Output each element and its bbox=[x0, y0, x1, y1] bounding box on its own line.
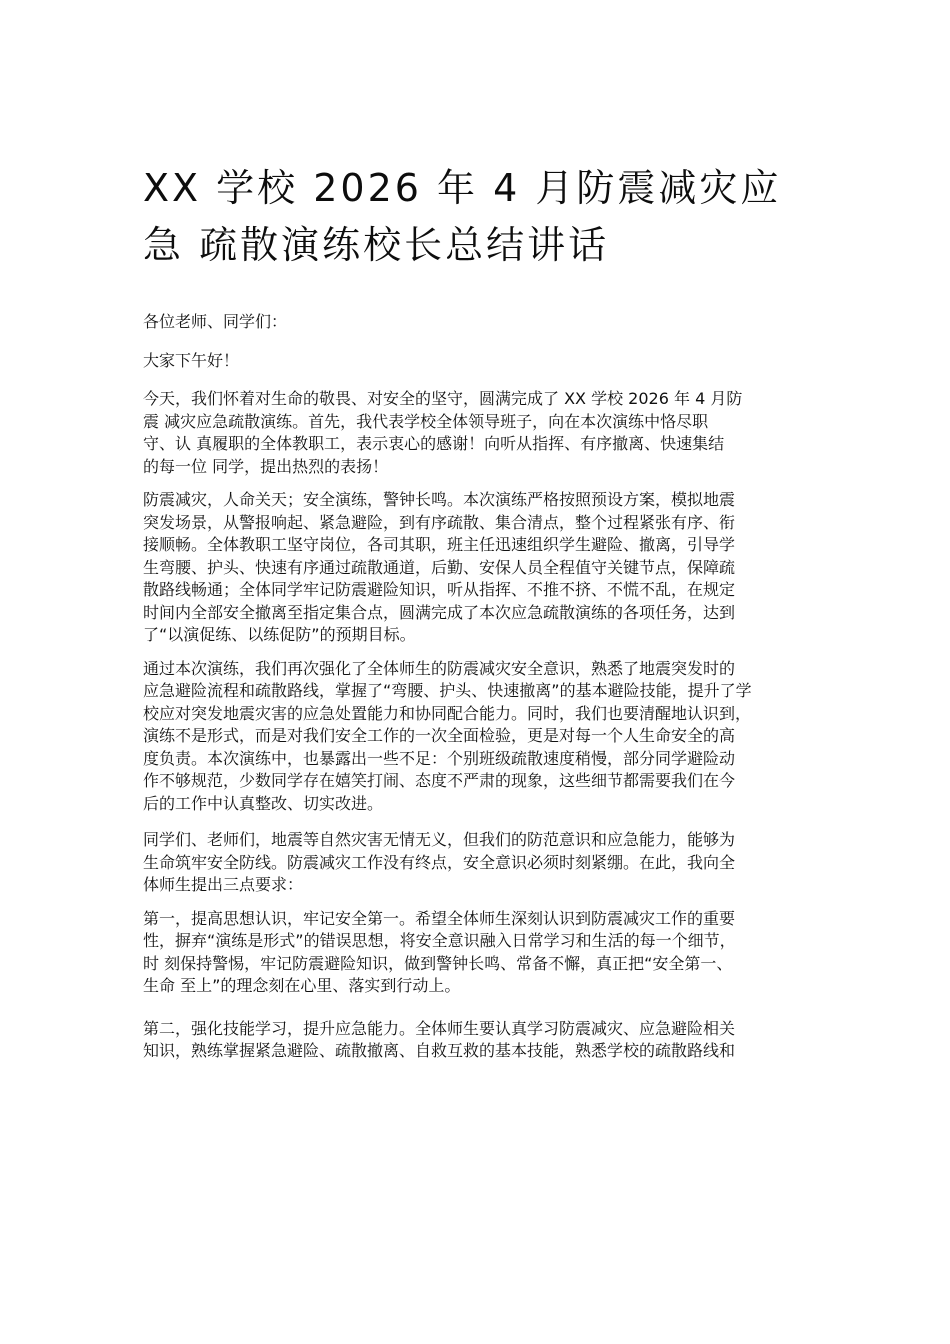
speech-body bbox=[143, 311, 803, 1074]
text-line: 生弯腰、护头、快速有序通过疏散通道，后勤、安保人员全程值守关键节点，保障疏 bbox=[143, 557, 736, 577]
drill-summary-paragraph bbox=[143, 489, 803, 647]
document-title bbox=[143, 160, 823, 274]
text-line: 了“以演促练、以练促防”的预期目标。 bbox=[143, 625, 416, 644]
text-line: 校应对突发地震灾害的应急处置能力和协同配合能力。同时，我们也要清醒地认识到， bbox=[143, 703, 752, 723]
text-line: 散路线畅通；全体同学牢记防震避险知识，听从指挥、不推不挤、不慌不乱，在规定 bbox=[143, 580, 736, 599]
text-line: 度负责。本次演练中，也暴露出一些不足：个别班级疏散速度稍慢，部分同学避险动 bbox=[143, 748, 736, 768]
title-line: XX 学校 2026 年 4 月防震减灾应 bbox=[143, 166, 782, 210]
text-line: 生命筑牢安全防线。防震减灾工作没有终点，安全意识必须时刻紧绷。在此，我向全 bbox=[143, 852, 736, 872]
opening-paragraph bbox=[143, 388, 803, 478]
text-line: 接顺畅。全体教职工坚守岗位，各司其职，班主任迅速组织学生避险、撤离，引导学 bbox=[143, 535, 736, 554]
text-line: 时间内全部安全撤离至指定集合点，圆满完成了本次应急疏散演练的各项任务，达到 bbox=[143, 602, 736, 622]
text-line: 大家下午好！ bbox=[143, 350, 240, 370]
text-line: 防震减灾，人命关天；安全演练，警钟长鸣。本次演练严格按照预设方案，模拟地震 bbox=[143, 490, 736, 509]
text-line: 生命 至上”的理念刻在心里、落实到行动上。 bbox=[143, 976, 461, 995]
salutation-paragraph bbox=[143, 311, 803, 334]
text-line: 演练不是形式，而是对我们安全工作的一次全面检验，更是对每一个人生命安全的高 bbox=[143, 726, 736, 745]
text-line: 各位老师、同学们： bbox=[143, 312, 288, 331]
text-line: 通过本次演练，我们再次强化了全体师生的防震减灾安全意识，熟悉了地震突发时的 bbox=[143, 658, 736, 678]
text-line: 的每一位 同学，提出热烈的表扬！ bbox=[143, 456, 389, 476]
text-line: 守、认 真履职的全体教职工，表示衷心的感谢！向听从指挥、有序撤离、快速集结 bbox=[143, 434, 725, 453]
text-line: 性，摒弃“演练是形式”的错误思想，将安全意识融入日常学习和生活的每一个细节， bbox=[143, 931, 736, 950]
text-line: 第二，强化技能学习，提升应急能力。全体师生要认真学习防震减灾、应急避险相关 bbox=[143, 1018, 736, 1038]
text-line: 体师生提出三点要求： bbox=[143, 875, 304, 894]
text-line: 同学们、老师们，地震等自然灾害无情无义，但我们的防范意识和应急能力，能够为 bbox=[143, 830, 736, 849]
text-line: 震 减灾应急疏散演练。首先，我代表学校全体领导班子，向在本次演练中恪尽职 bbox=[143, 411, 709, 431]
text-line: 突发场景，从警报响起、紧急避险，到有序疏散、集合清点，整个过程紧张有序、衔 bbox=[143, 512, 736, 532]
text-line: 作不够规范，少数同学存在嬉笑打闹、态度不严肃的现象，这些细节都需要我们在今 bbox=[143, 771, 736, 790]
text-line: 后的工作中认真整改、切实改进。 bbox=[143, 793, 384, 813]
text-line: 应急避险流程和疏散路线，掌握了“弯腰、护头、快速撤离”的基本避险技能，提升了学 bbox=[143, 681, 752, 700]
greeting-paragraph bbox=[143, 350, 803, 373]
requirement-two-paragraph bbox=[143, 1018, 803, 1063]
text-line: 今天，我们怀着对生命的敬畏、对安全的坚守，圆满完成了 XX 学校 2026 年 4 月防 bbox=[143, 389, 743, 408]
text-line: 时 刻保持警惕，牢记防震避险知识，做到警钟长鸣、常备不懈，真正把“安全第一、 bbox=[143, 953, 733, 973]
text-line: 第一，提高思想认识，牢记安全第一。希望全体师生深刻认识到防震减灾工作的重要 bbox=[143, 908, 736, 928]
requirements-intro-paragraph bbox=[143, 829, 803, 897]
requirement-one-paragraph bbox=[143, 908, 803, 998]
title-line: 急 疏散演练校长总结讲话 bbox=[143, 223, 610, 267]
text-line: 知识，熟练掌握紧急避险、疏散撤离、自救互救的基本技能，熟悉学校的疏散路线和 bbox=[143, 1041, 736, 1060]
reflection-paragraph bbox=[143, 658, 803, 816]
